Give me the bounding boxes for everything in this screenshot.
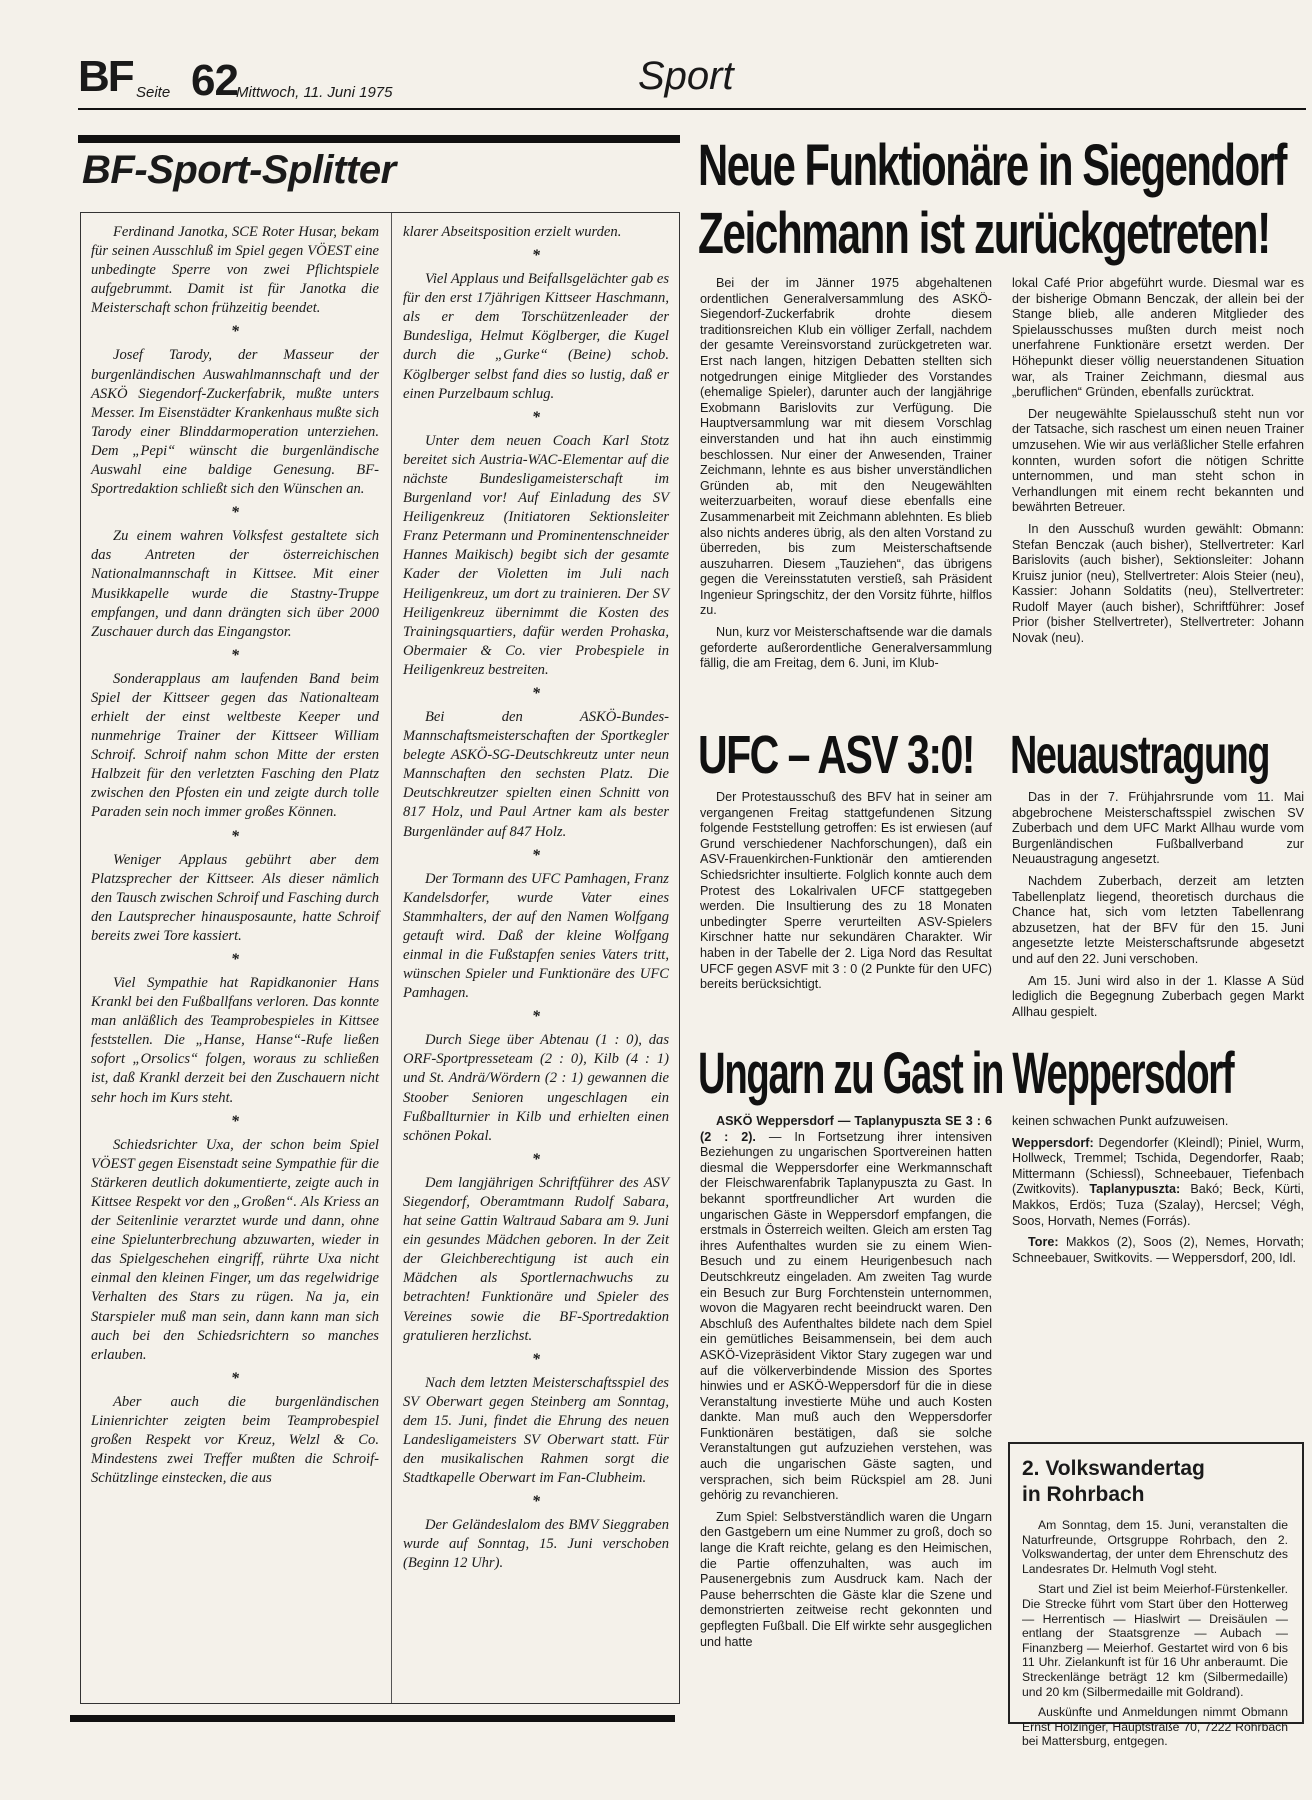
splitter-bottom-bar bbox=[70, 1715, 675, 1722]
page-header bbox=[78, 52, 1308, 112]
article-paragraph bbox=[700, 1114, 992, 1504]
separator-star: * bbox=[532, 684, 540, 702]
column-divider bbox=[391, 213, 392, 1703]
splitter-item: Nach dem letzten Meisterschaftsspiel des SV Oberwart gegen Steinberg am Sonntag, dem 15. Juni, findet die Ehrung des neuen Landesligameisters SV Oberwart statt. Für den musikalischen Rahmen sorgt die Stadtkapelle Oberwart im Fan-Clubheim. bbox=[403, 1374, 669, 1487]
article-paragraph: Nachdem Zuberbach, derzeit am letzten Tabellenplatz liegend, theoretisch durchaus die Chance hat, sich vom letzten Tabellenrang abzusetzen, hat der BFV für den 15. Juni angesetzte letzte Meisterschaftsrunde abgesetzt und auf den 22. Juni verschoben. bbox=[1012, 873, 1304, 966]
article-text: — In Fortsetzung ihrer intensiven Beziehungen zu ungarischen Sportvereinen hatten diesmal die Weppersdorfer eine Werkmannschaft der Fleischwarenfabrik Taplanypuszta zu Gast. In bekannt sportfreundlicher Art wurden die ungarischen Gäste in Weppersdorf empfangen, die erstmals in Österreich weilten. Gleich am ersten Tag ihres Aufenthaltes wurden sie zu einem Wien-Besuch und zu einem Heurigenbesuch nach Deutschkreutz eingeladen. Am zweiten Tag wurde ein Besuch zur Burg Forchtenstein unternommen, wovon die Magyaren recht beeindruckt waren. Den Abschluß des Aufenthaltes bildete nach dem Spiel ein gemütliches Beisammensein, bei dem auch ASKÖ-Vizepräsident Viktor Stary zugegen war und auf die völkerverbindende Mission des Sportes hinwies und er ASKÖ-Weppersdorf für die in diese Veranstaltung investierte Mühe und auch Kosten dankte. Man muß auch den Weppersdorfer Funktionären bestätigen, daß sie solche Veranstaltungen gut aufzuziehen verstehen, was auch die ungarischen Gäste sagten, und versprachen, sich beim Rückspiel am 28. Juni gehörig zu revanchieren. bbox=[700, 1129, 992, 1503]
separator-star: * bbox=[231, 1369, 239, 1387]
ufc-text bbox=[700, 790, 992, 999]
splitter-item: Der Tormann des UFC Pamhagen, Franz Kandelsdorfer, wurde Vater eines Stammhalters, der auf den Namen Wolfgang getauft wird. Daß der kleine Wolfgang einmal in die Fußstapfen senies Vaters tritt, wünschen Spieler und Funktionäre des UFC Pamhagen. bbox=[403, 870, 669, 1002]
siegendorf-headline-1: Neue Funktionäre in Siegendorf bbox=[698, 133, 1286, 198]
separator-star: * bbox=[231, 646, 239, 664]
section-title: Sport bbox=[638, 54, 734, 98]
splitter-item: Sonderapplaus am laufenden Band beim Spiel der Kittseer gegen das Nationalteam erhielt der einst weltbeste Keeper und nunmehrige Trainer der Kittseer William Schroif. Schroif nahm schon Mitte der ersten Halbzeit für den verletzten Fasching den Platz zwischen den Pfosten ein und zeigte durch tolle Paraden sein noch immer großes Können. bbox=[91, 670, 379, 821]
tore-text: Makkos (2), Soos (2), Nemes, Horvath; Schneebauer, Switkovits. — Weppersdorf, 200, Idl. bbox=[1012, 1235, 1305, 1265]
siegendorf-column-1 bbox=[700, 276, 992, 678]
volkswandertag-text bbox=[1022, 1518, 1288, 1755]
separator-star: * bbox=[532, 247, 540, 265]
neuaustragung-headline: Neuaustragung bbox=[1010, 725, 1270, 785]
header-rule bbox=[78, 108, 1306, 110]
ungarn-headline: Ungarn zu Gast in Weppersdorf bbox=[698, 1041, 1234, 1106]
article-paragraph: Das in der 7. Frühjahrsrunde vom 11. Mai abgebrochene Meisterschaftsspiel zwischen SV Zuberbach und dem UFC Markt Allhau wurde vom Burgenländischen Fußballverband zur Neuaustragung angesetzt. bbox=[1012, 790, 1304, 867]
page-number: 62 bbox=[191, 56, 238, 105]
splitter-item: Unter dem neuen Coach Karl Stotz bereitet sich Austria-WAC-Elementar auf die nächste Bundesligameisterschaft im Burgenland vor! Auf Einladung des SV Heiligenkreuz (Initiatoren Sektionsleiter Franz Petermann und Prominentenschneider Hannes Maikisch) begibt sich der gesamte Kader der Violetten im Juli nach Heiligenkreuz, um dort zu trainieren. Der SV Heiligenkreuz übernimmt die Kosten des Trainingsquartiers, dafür werden Prohaska, Obermaier & Co. vier Probespiele in Heiligenkreuz bestreiten. bbox=[403, 432, 669, 678]
ungarn-column-1 bbox=[700, 1114, 992, 1656]
separator-star: * bbox=[231, 827, 239, 845]
separator-star: * bbox=[532, 1150, 540, 1168]
separator-star: * bbox=[231, 323, 239, 341]
splitter-item: Josef Tarody, der Masseur der burgenländischen Auswahlmannschaft und der ASKÖ Siegendorf-Zuckerfabrik, mußte unters Messer. Im Eisenstädter Krankenhaus mußte sich Tarody einer Blinddarmoperation unterziehen. Dem „Pepi“ wünscht die burgenländische Auswahl eine baldige Genesung. BF-Sportredaktion schließt sich den Wünschen an. bbox=[91, 347, 379, 498]
separator-star: * bbox=[231, 504, 239, 522]
splitter-item: Bei den ASKÖ-Bundes-Mannschaftsmeisterschaften der Sportkegler belegte ASKÖ-SG-Deutschkreutz unter neun Mannschaften den sechsten Platz. Die Deutschkreutzer spielten einen Schnitt von 817 Holz, und Paul Artner kam als bester Burgenländer auf 847 Holz. bbox=[403, 708, 669, 840]
ufc-headline: UFC – ASV 3:0! bbox=[698, 725, 974, 785]
splitter-box bbox=[80, 212, 680, 1704]
splitter-column-2 bbox=[403, 223, 669, 1574]
separator-star: * bbox=[532, 1350, 540, 1368]
splitter-item: Der Geländeslalom des BMV Sieggraben wurde auf Sonntag, 15. Juni verschoben (Beginn 12 Uhr). bbox=[403, 1517, 669, 1572]
article-paragraph: Bei der im Jänner 1975 abgehaltenen ordentlichen Generalversammlung des ASKÖ-Siegendorf-Zuckerfabrik drohte diesem traditionsreichen Klub ein völliger Zerfall, nachdem der gesamte Vereinsvorstand zurückgetreten war. Erst nach langen, hitzigen Debatten stellten sich notgedrungen einige Mitglieder des Vorstandes (ehemalige Spieler), darunter auch der langjährige Exobmann Barislovits zur Verfügung. Die Hauptversammlung war mit diesem Vorschlag einverstanden und hat ihn auch einstimmig beschlossen. Nur einer der Anwesenden, Trainer Zeichmann, lehnte es aus bisher unverständlichen Gründen ab, mit den Neugewählten weiterzuarbeiten, worauf diese ebenfalls eine Zusammenarbeit mit Zeichmann ablehnten. Es blieb also nichts anderes übrig, als den alten Vorstand zu überreden, bis zum Meisterschaftsende auszuharren. Diesem „Tauziehen“, das übrigens gegen die Vereinsstatuten verstieß, sah Präsident Ingenieur Springschitz, der den Vorsitz führte, hilflos zu. bbox=[700, 276, 992, 618]
ungarn-lineup-1 bbox=[1012, 1136, 1304, 1230]
splitter-item: Dem langjährigen Schriftführer des ASV Siegendorf, Oberamtmann Rudolf Sabara, hat seine Gattin Waltraud Sabara am 9. Juni ein gesundes Mädchen geboren. In der Zeit der Gleichberechtigung ist auch ein Mädchen als Sportlernachwuchs zu betrachten! Funktionäre und Spieler des Vereines sowie die BF-Sportredaktion gratulieren herzlichst. bbox=[403, 1174, 669, 1344]
splitter-top-bar bbox=[78, 135, 680, 143]
splitter-item: Zu einem wahren Volksfest gestaltete sich das Antreten der österreichischen Nationalmannschaft in Kittsee. Mit einer Musikkapelle wurde die Stastny-Truppe empfangen, und dann drängten sich über 2000 Zuschauer durch das Eingangstor. bbox=[91, 528, 379, 640]
newspaper-logo: BF bbox=[78, 52, 133, 101]
splitter-item: klarer Abseitsposition erzielt wurden. bbox=[403, 224, 622, 240]
article-paragraph: Start und Ziel ist beim Meierhof-Fürstenkeller. Die Strecke führt vom Start über den Hotterweg — Herrentisch — Hiaslwirt — Dreisäulen — entlang der Staatsgrenze — Aubach — Finanzberg — Meierhof. Gestartet wird von 6 bis 11 Uhr. Zielankunft ist für 16 Uhr anberaumt. Die Streckenlänge beträgt 12 km (Silbermedaille) und 20 km (Silbermedaille mit Goldrand). bbox=[1022, 1582, 1288, 1699]
ungarn-tore bbox=[1012, 1235, 1304, 1266]
splitter-item: Ferdinand Janotka, SCE Roter Husar, bekam für seinen Ausschluß im Spiel gegen VÖEST eine unbedingte Sperre von zwei Pflichtspiele aufgebrummt. Damit ist für Janotka die Meisterschaft schon frühzeitig beendet. bbox=[91, 224, 379, 317]
ungarn-column-2 bbox=[1012, 1114, 1304, 1272]
article-paragraph: Am Sonntag, dem 15. Juni, veranstalten die Naturfreunde, Ortsgruppe Rohrbach, den 2. Volkswandertag, der unter dem Ehrenschutz des Landesrates Dr. Helmuth Vogl steht. bbox=[1022, 1518, 1288, 1576]
article-paragraph: Der neugewählte Spielausschuß steht nun vor der Tatsache, sich raschest um einen neuen Trainer umzusehen. Wie wir aus verläßlicher Stelle erfahren konnten, wurden sofort die nötigen Schritte unternommen, und man steht schon in Verhandlungen mit einem recht bekannten und bewährten Betreuer. bbox=[1012, 406, 1304, 515]
lineup-2-label: Taplanypuszta: bbox=[1089, 1182, 1181, 1197]
issue-date: Mittwoch, 11. Juni 1975 bbox=[236, 84, 393, 101]
volkswandertag-title bbox=[1022, 1456, 1205, 1508]
siegendorf-headline-2: Zeichmann ist zurückgetreten! bbox=[698, 201, 1270, 266]
match-result-lead: ASKÖ Weppersdorf — Taplanypuszta SE 3 : 6 (2 : 2). bbox=[700, 1114, 992, 1144]
article-paragraph: lokal Café Prior abgeführt wurde. Diesmal war es der bisherige Obmann Benczak, der allein bei der Stange blieb, alle anderen Mitglieder des Spielausschusses mußten durch meist noch unerfahrene Funktionäre ersetzt werden. Der Höhepunkt dieser völlig neuerstandenen Situation war, als Trainer Zeichmann, diesmal aus „beruflichen“ Gründen, ebenfalls zurücktrat. bbox=[1012, 276, 1304, 400]
splitter-title: BF-Sport-Splitter bbox=[82, 148, 396, 192]
separator-star: * bbox=[532, 1493, 540, 1511]
article-paragraph: Der Protestausschuß des BFV hat in seiner am vergangenen Freitag stattgefundenen Sitzung folgende Feststellung getroffen: Es ist erwiesen (auf Grund verschiedener Nachforschungen), daß ein ASV-Frauenkirchen-Funktionär den amtierenden Schiedsrichter insultierte. Folglich konnte auch dem Protest des Lokalrivalen UFCF stattgegeben werden. Die Insultierung des zu 18 Monaten unbedingter Sperre verurteilten ASV-Spielers Kirschner hatte nur sekundären Charakter. Wir haben in der Tabelle der 2. Liga Nord das Resultat UFCF gegen ASVF mit 3 : 0 (2 Punkte für den UFC) bereits berücksichtigt. bbox=[700, 790, 992, 992]
article-paragraph: Zum Spiel: Selbstverständlich waren die Ungarn den Gastgebern um eine Nummer zu groß, doch so lange die Kraft reichte, gelang es den Heimischen, die Partie offenzuhalten, was auch im Pausenergebnis zum Ausdruck kam. Nach der Pause beherrschten die Gäste klar die Szene und demonstrierten zeitweise recht gekonnten und gepflegten Fußball. Die Elf wirkte sehr ausgeglichen und hatte bbox=[700, 1509, 992, 1649]
ungarn-intro: keinen schwachen Punkt aufzuweisen. bbox=[1012, 1114, 1229, 1128]
article-paragraph: Nun, kurz vor Meisterschaftsende war die damals geforderte außerordentliche Generalversammlung fällig, die am Freitag, dem 6. Juni, im Klub- bbox=[700, 625, 992, 671]
separator-star: * bbox=[532, 1008, 540, 1026]
neuaustragung-text bbox=[1012, 790, 1304, 1026]
separator-star: * bbox=[231, 1112, 239, 1130]
lineup-1-text: Degendorfer (Kleindl); Piniel, Wurm, Hollweck, Tremmel; Tschida, Degendorfer, Raab; Mittermann (Schiessl), Schneebauer, Tiefenbach (Zwitkovits). bbox=[1012, 1135, 1304, 1197]
volkswandertag-box bbox=[1008, 1442, 1304, 1749]
splitter-column-1 bbox=[91, 223, 379, 1488]
siegendorf-column-2 bbox=[1012, 276, 1304, 653]
splitter-item: Weniger Applaus gebührt aber dem Platzsprecher der Kittseer. Als dieser nämlich den Tausch zwischen Schroif und Fasching durch den Lautsprecher hinausposaunte, hatte Schroif bereits zwei Tore kassiert. bbox=[91, 851, 379, 944]
seite-label: Seite bbox=[136, 84, 171, 101]
article-paragraph: Am 15. Juni wird also in der 1. Klasse A Süd lediglich die Begegnung Zuberbach gegen Markt Allhau gespielt. bbox=[1012, 973, 1304, 1019]
tore-label: Tore: bbox=[1028, 1235, 1059, 1250]
splitter-item: Durch Siege über Abtenau (1 : 0), das ORF-Sportpresseteam (2 : 0), Kilb (4 : 1) und St. Andrä/Wördern (2 : 1) gewannen die Stoober Senioren ungeschlagen ein Fußballturnier in Kilb und erhielten einen schönen Pokal. bbox=[403, 1032, 669, 1144]
volkswandertag-title-2: in Rohrbach bbox=[1022, 1483, 1145, 1506]
separator-star: * bbox=[231, 951, 239, 968]
article-paragraph: In den Ausschuß wurden gewählt: Obmann: Stefan Benczak (auch bisher), Stellvertreter: Karl Barislovits (auch bisher), Sektionsleiter: Johann Kruisz junior (neu), Stellvertreter: Alois Steier (neu), Kassier: Johann Soldatits (neu), Stellvertreter: Rudolf Mayer (auch bisher), Schriftführer: Josef Prior (bisher Stellvertreter), Stellvertreter: Johann Novak (neu). bbox=[1012, 521, 1304, 646]
splitter-item: Viel Sympathie hat Rapidkanonier Hans Krankl bei den Fußballfans verloren. Das konnte man anläßlich des Teamprobespieles in Kittsee feststellen. Die „Hanse, Hanse“-Rufe ließen sofort „Orsolics“ folgen, woraus zu schließen ist, daß Krankl derzeit bei den Zuschauern nicht sehr hoch im Kurs steht. bbox=[91, 975, 379, 1106]
separator-star: * bbox=[532, 408, 540, 426]
separator-star: * bbox=[532, 846, 540, 864]
volkswandertag-title-1: 2. Volkswandertag bbox=[1022, 1457, 1205, 1480]
splitter-item: Schiedsrichter Uxa, der schon beim Spiel VÖEST gegen Eisenstadt seine Sympathie für die Stärkeren deutlich dokumentierte, zeigte auch in Kittsee Respekt vor den „Großen“. Als Kriess an der Seitenlinie verarztet wurde und dann, ohne eine Spielunterbrechung abzuwarten, wieder in das Spielgeschehen eingriff, rührte Uxa nicht einmal den kleinen Finger, um das regelwidrige Verhalten des Stars zu rügen. Na ja, ein Starspieler muß man sein, dann kann man sich auch bei den Schiedsrichtern so manches erlauben. bbox=[91, 1136, 379, 1363]
lineup-1-label: Weppersdorf: bbox=[1012, 1135, 1094, 1150]
article-paragraph: Auskünfte und Anmeldungen nimmt Obmann Ernst Holzinger, Hauptstraße 70, 7222 Rohrbach bei Mattersburg, entgegen. bbox=[1022, 1705, 1288, 1749]
splitter-item: Aber auch die burgenländischen Linienrichter zeigten beim Teamprobespiel großen Respekt vor Kreuz, Welzl & Co. Mindestens zwei Treffer mußten die Schroif-Schützlinge einstecken, die aus bbox=[91, 1393, 379, 1487]
lineup-2-text: Bakó; Beck, Kürti, Makkos, Erdös; Tuza (Szalay), Hercsel; Végh, Soos, Horvath, Nemes (Forrás). bbox=[1012, 1182, 1304, 1228]
splitter-item: Viel Applaus und Beifallsgelächter gab es für den erst 17jährigen Kittseer Haschmann, als er dem Torschützenleader der Bundesliga, Helmut Köglberger, die Kugel durch die „Gurke“ (Beine) schob. Köglberger selbst fand dies so lustig, daß er einen Purzelbaum schlug. bbox=[403, 271, 669, 402]
